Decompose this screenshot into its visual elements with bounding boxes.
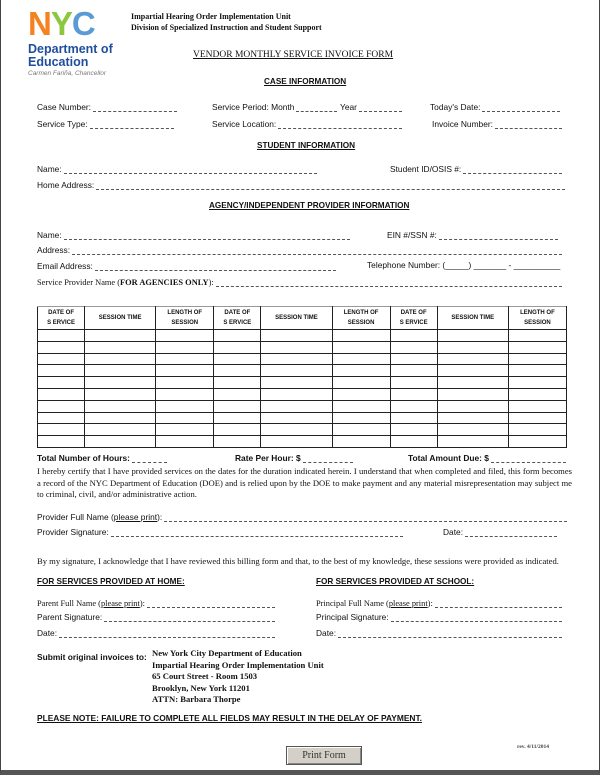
logo-chancellor: Carmen Fariña, Chancellor: [28, 70, 107, 77]
table-cell-input[interactable]: [437, 400, 508, 412]
table-row: [38, 341, 567, 353]
table-cell-input[interactable]: [508, 341, 566, 353]
table-cell-input[interactable]: [85, 400, 156, 412]
column-header: [332, 307, 390, 330]
case-info-heading: CASE INFORMATION: [264, 77, 347, 86]
table-cell-input[interactable]: [156, 388, 214, 400]
principal-date-label: Date:: [316, 628, 337, 638]
table-cell-input[interactable]: [38, 400, 85, 412]
table-cell-input[interactable]: [390, 377, 437, 389]
print-form-button[interactable]: Print Form: [286, 746, 362, 765]
table-cell-input[interactable]: [332, 377, 390, 389]
table-cell-input[interactable]: [214, 377, 261, 389]
provider-full-name-label: [37, 512, 162, 522]
provider-name-prefix: Service Provider Name (: [37, 278, 121, 287]
table-cell-input[interactable]: [38, 341, 85, 353]
table-cell-input[interactable]: [156, 353, 214, 365]
provider-signature-label: Provider Signature:: [37, 527, 109, 537]
telephone-field[interactable]: Telephone Number: (_____) _______ - __________: [367, 260, 561, 270]
payment-notice: PLEASE NOTE: FAILURE TO COMPLETE ALL FIELDS MAY RESULT IN THE DELAY OF PAYMENT.: [37, 713, 422, 723]
table-row: [38, 400, 567, 412]
address-line: New York City Department of Education: [152, 648, 302, 658]
table-cell-input[interactable]: [390, 388, 437, 400]
column-header: [508, 307, 566, 330]
student-name-field[interactable]: [37, 163, 317, 174]
table-cell-input[interactable]: [156, 436, 214, 448]
table-cell-input[interactable]: [214, 400, 261, 412]
table-cell-input[interactable]: [332, 424, 390, 436]
column-header: [437, 307, 508, 330]
total-amount-label: Total Amount Due: $: [408, 453, 489, 463]
logo-letter-n: N: [28, 5, 51, 42]
submit-label: Submit original invoices to:: [37, 652, 147, 662]
header-unit: Impartial Hearing Order Implementation Unit: [131, 12, 291, 21]
table-cell-input[interactable]: [332, 412, 390, 424]
column-header-line: SESSION TIME: [275, 315, 318, 321]
table-cell-input[interactable]: [156, 400, 214, 412]
table-cell-input[interactable]: [332, 365, 390, 377]
student-info-heading: STUDENT INFORMATION: [257, 141, 356, 150]
logo-dept-line1: Department of: [28, 42, 113, 56]
table-cell-input[interactable]: [390, 341, 437, 353]
label-part: ):: [139, 599, 145, 608]
table-cell-input[interactable]: [261, 341, 332, 353]
table-cell-input[interactable]: [85, 388, 156, 400]
column-header-line: DATE OF: [48, 310, 74, 316]
todays-date-label: Today's Date:: [430, 102, 481, 112]
table-cell-input[interactable]: [38, 365, 85, 377]
rate-per-hour-field[interactable]: [235, 452, 353, 463]
provider-date-field[interactable]: [443, 526, 557, 537]
please-print: please print: [100, 599, 140, 608]
table-cell-input[interactable]: [38, 353, 85, 365]
column-header-line: S ERVICE: [399, 320, 428, 326]
table-body: [38, 330, 567, 448]
service-location-label: Service Location:: [212, 119, 277, 129]
table-cell-input[interactable]: [156, 377, 214, 389]
total-amount-field[interactable]: [408, 452, 566, 463]
table-cell-input[interactable]: [38, 377, 85, 389]
table-cell-input[interactable]: [332, 388, 390, 400]
please-print: please print: [113, 512, 158, 522]
ein-label: EIN #/SSN #:: [387, 230, 437, 240]
table-cell-input[interactable]: [261, 412, 332, 424]
table-cell-input[interactable]: [214, 412, 261, 424]
invoice-number-field[interactable]: [432, 118, 562, 129]
student-name-label: Name:: [37, 164, 62, 174]
column-header-line: S ERVICE: [223, 320, 252, 326]
provider-date-label: Date:: [443, 527, 464, 537]
parent-name-label: [37, 599, 145, 608]
student-id-field[interactable]: [390, 163, 562, 174]
table-cell-input[interactable]: [332, 436, 390, 448]
table-cell-input[interactable]: [508, 424, 566, 436]
table-cell-input[interactable]: [261, 365, 332, 377]
table-header-row: [38, 307, 567, 330]
column-header-line: SESSION TIME: [451, 315, 495, 321]
table-cell-input[interactable]: [508, 377, 566, 389]
total-hours-label: Total Number of Hours:: [37, 453, 130, 463]
table-cell-input[interactable]: [85, 365, 156, 377]
table-cell-input[interactable]: [38, 412, 85, 424]
parent-name-field[interactable]: [37, 597, 275, 608]
table-row: [38, 353, 567, 365]
table-cell-input[interactable]: [156, 412, 214, 424]
table-cell-input[interactable]: [214, 330, 261, 342]
table-cell-input[interactable]: [156, 424, 214, 436]
table-cell-input[interactable]: [437, 365, 508, 377]
table-cell-input[interactable]: [332, 341, 390, 353]
address-line: Brooklyn, New York 11201: [152, 682, 250, 693]
please-print: please print: [388, 599, 428, 608]
provider-name-bold: FOR AGENCIES ONLY: [120, 278, 209, 287]
column-header: [214, 307, 261, 330]
table-cell-input[interactable]: [214, 353, 261, 365]
provider-signature-field[interactable]: [37, 526, 403, 537]
column-header-line: LENGTH OF: [343, 310, 379, 316]
table-cell-input[interactable]: [390, 365, 437, 377]
agency-name-label: Name:: [37, 230, 62, 240]
table-cell-input[interactable]: [214, 424, 261, 436]
table-cell-input[interactable]: [261, 330, 332, 342]
table-cell-input[interactable]: [261, 353, 332, 365]
table-cell-input[interactable]: [85, 412, 156, 424]
form-title: VENDOR MONTHLY SERVICE INVOICE FORM: [193, 50, 394, 60]
table-cell-input[interactable]: [85, 436, 156, 448]
table-cell-input[interactable]: [214, 388, 261, 400]
column-header-line: SESSION: [524, 320, 551, 326]
table-cell-input[interactable]: [261, 400, 332, 412]
agency-info-heading: AGENCY/INDEPENDENT PROVIDER INFORMATION: [209, 201, 410, 210]
agency-address-label: Address:: [37, 245, 71, 255]
column-header: [85, 307, 156, 330]
column-header: [261, 307, 332, 330]
case-number-label: Case Number:: [37, 102, 91, 112]
logo-letter-c: C: [71, 5, 95, 42]
table-row: [38, 388, 567, 400]
email-label: Email Address:: [37, 261, 93, 271]
header-division: Division of Specialized Instruction and Student Support: [131, 23, 322, 32]
table-cell-input[interactable]: [38, 436, 85, 448]
service-type-label: Service Type:: [37, 119, 88, 129]
table-cell-input[interactable]: [261, 377, 332, 389]
address-line: ATTN: Barbara Thorpe: [152, 694, 241, 705]
table-cell-input[interactable]: [437, 353, 508, 365]
table-cell-input[interactable]: [390, 353, 437, 365]
parent-date-field[interactable]: [37, 627, 275, 638]
logo-letter-y: Y: [50, 5, 72, 42]
nyc-logo: [28, 5, 95, 42]
service-month-label: Service Period: Month: [212, 102, 295, 112]
table-cell-input[interactable]: [85, 377, 156, 389]
table-cell-input[interactable]: [261, 424, 332, 436]
label-part: Provider Full Name (: [37, 512, 114, 522]
provider-name-label: [37, 278, 214, 287]
table-row: [38, 424, 567, 436]
provider-name-suffix: ):: [208, 278, 214, 287]
home-address-label: Home Address:: [37, 180, 95, 190]
table-cell-input[interactable]: [332, 400, 390, 412]
table-cell-input[interactable]: [508, 388, 566, 400]
table-cell-input[interactable]: [332, 330, 390, 342]
certification-text: I hereby certify that I have provided services on the dates for the duration indicated herein. I understand that when completed and filed, this form becomes a record of the NYC Department of Education (DOE) and is relied upon by the DOE to make payment and any material misrepresentation may subject me to criminal, civil, and/or administrative action.: [37, 466, 572, 499]
total-hours-field[interactable]: [37, 452, 167, 463]
acknowledge-text: By my signature, I acknowledge that I have reviewed this billing form and that, to the best of my knowledge, these sessions were provided as indicated.: [37, 556, 559, 566]
table-cell-input[interactable]: [437, 412, 508, 424]
table-row: [38, 436, 567, 448]
column-header-line: LENGTH OF: [520, 310, 555, 316]
column-header-line: SESSION: [347, 320, 375, 326]
table-cell-input[interactable]: [437, 436, 508, 448]
column-header: [38, 307, 85, 330]
column-header: [156, 307, 214, 330]
table-cell-input[interactable]: [214, 365, 261, 377]
table-cell-input[interactable]: [390, 400, 437, 412]
table-cell-input[interactable]: [261, 436, 332, 448]
label-part: Parent Full Name (: [37, 599, 101, 608]
principal-signature-label: Principal Signature:: [316, 612, 389, 622]
table-cell-input[interactable]: [437, 341, 508, 353]
home-address-field[interactable]: [37, 179, 565, 190]
service-type-field[interactable]: [37, 118, 174, 129]
home-heading: FOR SERVICES PROVIDED AT HOME:: [37, 577, 185, 586]
agency-name-field[interactable]: [37, 229, 350, 240]
submit-address: [152, 648, 324, 706]
principal-name-label: [316, 599, 433, 608]
address-line: Impartial Hearing Order Implementation Unit: [152, 659, 324, 670]
email-field[interactable]: [37, 260, 336, 271]
table-cell-input[interactable]: [214, 341, 261, 353]
table-cell-input[interactable]: [508, 400, 566, 412]
table-cell-input[interactable]: [390, 412, 437, 424]
invoice-number-label: Invoice Number:: [432, 119, 493, 129]
table-cell-input[interactable]: [85, 330, 156, 342]
table-cell-input[interactable]: [85, 341, 156, 353]
parent-signature-label: Parent Signature:: [37, 612, 103, 622]
table-cell-input[interactable]: [508, 412, 566, 424]
school-heading: FOR SERVICES PROVIDED AT SCHOOL:: [316, 577, 475, 586]
table-cell-input[interactable]: [437, 330, 508, 342]
column-header-line: LENGTH OF: [167, 310, 203, 316]
service-log-table: [37, 306, 567, 448]
table-row: [38, 377, 567, 389]
table-cell-input[interactable]: [508, 353, 566, 365]
table-cell-input[interactable]: [437, 388, 508, 400]
table-row: [38, 365, 567, 377]
table-cell-input[interactable]: [156, 365, 214, 377]
table-row: [38, 330, 567, 342]
principal-name-field[interactable]: [316, 597, 562, 608]
table-cell-input[interactable]: [390, 424, 437, 436]
student-id-label: Student ID/OSIS #:: [390, 164, 462, 174]
address-line: 65 Court Street - Room 1503: [152, 671, 258, 682]
table-cell-input[interactable]: [85, 424, 156, 436]
table-cell-input[interactable]: [390, 330, 437, 342]
parent-date-label: Date:: [37, 628, 58, 638]
table-cell-input[interactable]: [38, 424, 85, 436]
agency-address-field[interactable]: [37, 244, 562, 255]
label-part: ):: [427, 599, 433, 608]
year-label: Year: [340, 102, 357, 112]
column-header-line: SESSION: [171, 320, 199, 326]
column-header: [390, 307, 437, 330]
column-header-line: S ERVICE: [47, 320, 75, 326]
service-provider-name-field[interactable]: [37, 276, 562, 287]
rate-label: Rate Per Hour: $: [235, 453, 301, 463]
table-cell-input[interactable]: [38, 388, 85, 400]
table-cell-input[interactable]: [437, 377, 508, 389]
table-row: [38, 412, 567, 424]
label-part: Principal Full Name (: [316, 599, 389, 608]
case-number-field[interactable]: [37, 101, 177, 112]
label-part: ):: [157, 512, 163, 522]
service-month-field[interactable]: [212, 101, 337, 112]
service-location-field[interactable]: [212, 118, 402, 129]
column-header-line: SESSION TIME: [98, 315, 142, 321]
table-cell-input[interactable]: [156, 341, 214, 353]
principal-date-field[interactable]: [316, 627, 562, 638]
service-year-field[interactable]: [340, 101, 402, 112]
table-cell-input[interactable]: [508, 436, 566, 448]
table-cell-input[interactable]: [390, 436, 437, 448]
table-cell-input[interactable]: [332, 353, 390, 365]
provider-full-name-field[interactable]: [37, 511, 567, 522]
column-header-line: DATE OF: [400, 310, 427, 316]
todays-date-field[interactable]: [430, 101, 560, 112]
revision-date: rev. 4/11/2014: [517, 744, 549, 750]
logo-dept-line2: Education: [28, 55, 89, 69]
table-cell-input[interactable]: [156, 330, 214, 342]
table-cell-input[interactable]: [38, 330, 85, 342]
table-cell-input[interactable]: [508, 365, 566, 377]
table-cell-input[interactable]: [85, 353, 156, 365]
table-cell-input[interactable]: [261, 388, 332, 400]
table-cell-input[interactable]: [214, 436, 261, 448]
principal-signature-field[interactable]: [316, 611, 562, 622]
column-header-line: DATE OF: [224, 310, 251, 316]
table-cell-input[interactable]: [437, 424, 508, 436]
table-cell-input[interactable]: [508, 330, 566, 342]
parent-signature-field[interactable]: [37, 611, 275, 622]
ein-field[interactable]: [387, 229, 558, 240]
